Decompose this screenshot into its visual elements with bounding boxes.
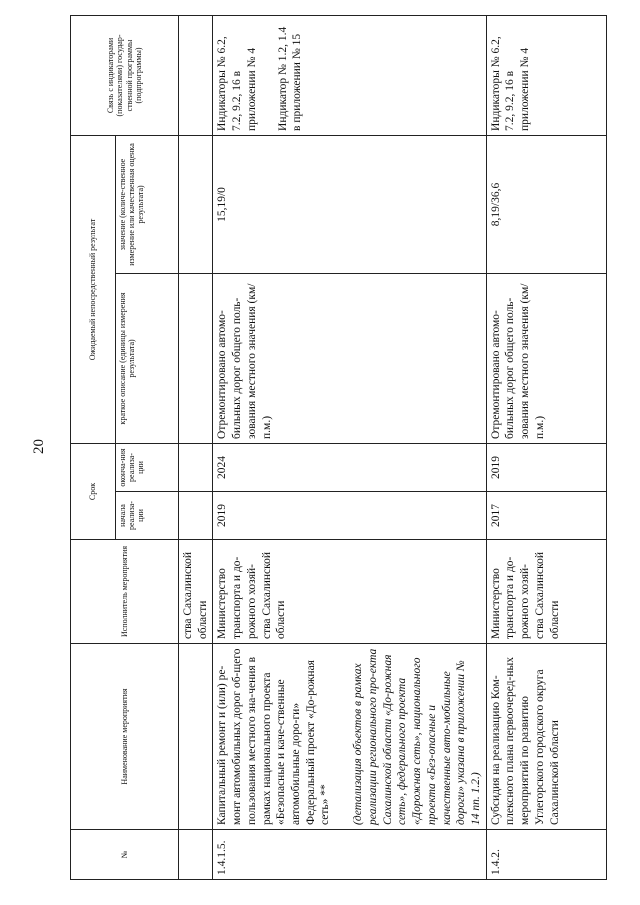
header-term: Срок [71, 443, 116, 539]
row-result-desc: Отремонтировано автомо-бильных дорог общего поль-зования местного значения (км/п.м.) [213, 273, 486, 443]
row-end: 2019 [486, 443, 606, 491]
row-executor: Министерство транспорта и до-рожного хозяй-ства Сахалинской области [213, 540, 486, 644]
row-name: Субсидия на реализацию Ком-плексного плана первоочеред-ных мероприятий по развитию Углегорского городского округа Сахалинской области [486, 644, 606, 830]
cont-result-value [179, 135, 213, 273]
row-name-note: (детализация объектов в рамках реализации регионального про-екта Сахалинской области «До-рожная сеть», федерального проекта «Дорожная сеть», национального проекта «Без-опасные и качественные авто-мобильные дороги» указана в приложении № 14 пп. 1.2.) [352, 648, 482, 825]
cont-link [179, 15, 213, 135]
cont-end [179, 443, 213, 491]
header-num: № [71, 830, 179, 880]
row-end: 2024 [213, 443, 486, 491]
header-result-value: значение (количе-ственное измерение или качественная оценка результата) [116, 135, 179, 273]
cont-result-desc [179, 273, 213, 443]
header-result-desc: краткое описание (единицы измерения результата) [116, 273, 179, 443]
row-num: 1.4.1.5. [213, 830, 486, 880]
row-result-value: 8,19/36,6 [486, 135, 606, 273]
header-executor: Исполнитель мероприятия [71, 540, 179, 644]
continuation-row [179, 15, 213, 879]
row-start: 2017 [486, 492, 606, 540]
row-result-value: 15,19/0 [213, 135, 486, 273]
row-link: Индикаторы № 6.2, 7.2, 9.2, 16 в приложении № 4 [486, 15, 606, 135]
cont-num [179, 830, 213, 880]
cont-executor: ства Сахалинской области [179, 540, 213, 644]
header-name: Наименование мероприятия [71, 644, 179, 830]
header-term-start: начала реализа-ции [116, 492, 179, 540]
header-link: Связь с индикаторами (показателями) государ-ственной программы (подпрограммы) [71, 15, 179, 135]
row-link [213, 15, 486, 135]
row-name [213, 644, 486, 830]
table-row [486, 15, 606, 879]
cont-start [179, 492, 213, 540]
table-row [213, 15, 486, 879]
row-link-indicators: Индикаторы № 6.2, 7.2, 9.2, 16 в приложении № 4 [216, 36, 258, 131]
row-start: 2019 [213, 492, 486, 540]
row-name-text: Капитальный ремонт и (или) ре-монт автомобильных дорог об-щего пользования местного зна-чения в рамках национального проекта «Безопасные и каче-ственные автомобильные доро-ги» Федеральный проект «До-рожная сеть» ** [216, 648, 332, 825]
header-result: Ожидаемый непосредственный результат [71, 135, 116, 443]
page-number: 20 [31, 439, 47, 454]
measures-table [70, 15, 607, 880]
rotated-table-page [70, 16, 568, 880]
header-term-end: оконча-ния реализа-ции [116, 443, 179, 491]
cont-name [179, 644, 213, 830]
row-num: 1.4.2. [486, 830, 606, 880]
row-link-indicator-app15: Индикатор № 1.2, 1.4 в приложении № 15 [276, 26, 304, 131]
row-result-desc: Отремонтировано автомо-бильных дорог общего поль-зования местного значения (км/п.м.) [486, 273, 606, 443]
row-executor: Министерство транспорта и до-рожного хозяй-ства Сахалинской области [486, 540, 606, 644]
header-row-1 [71, 15, 116, 879]
